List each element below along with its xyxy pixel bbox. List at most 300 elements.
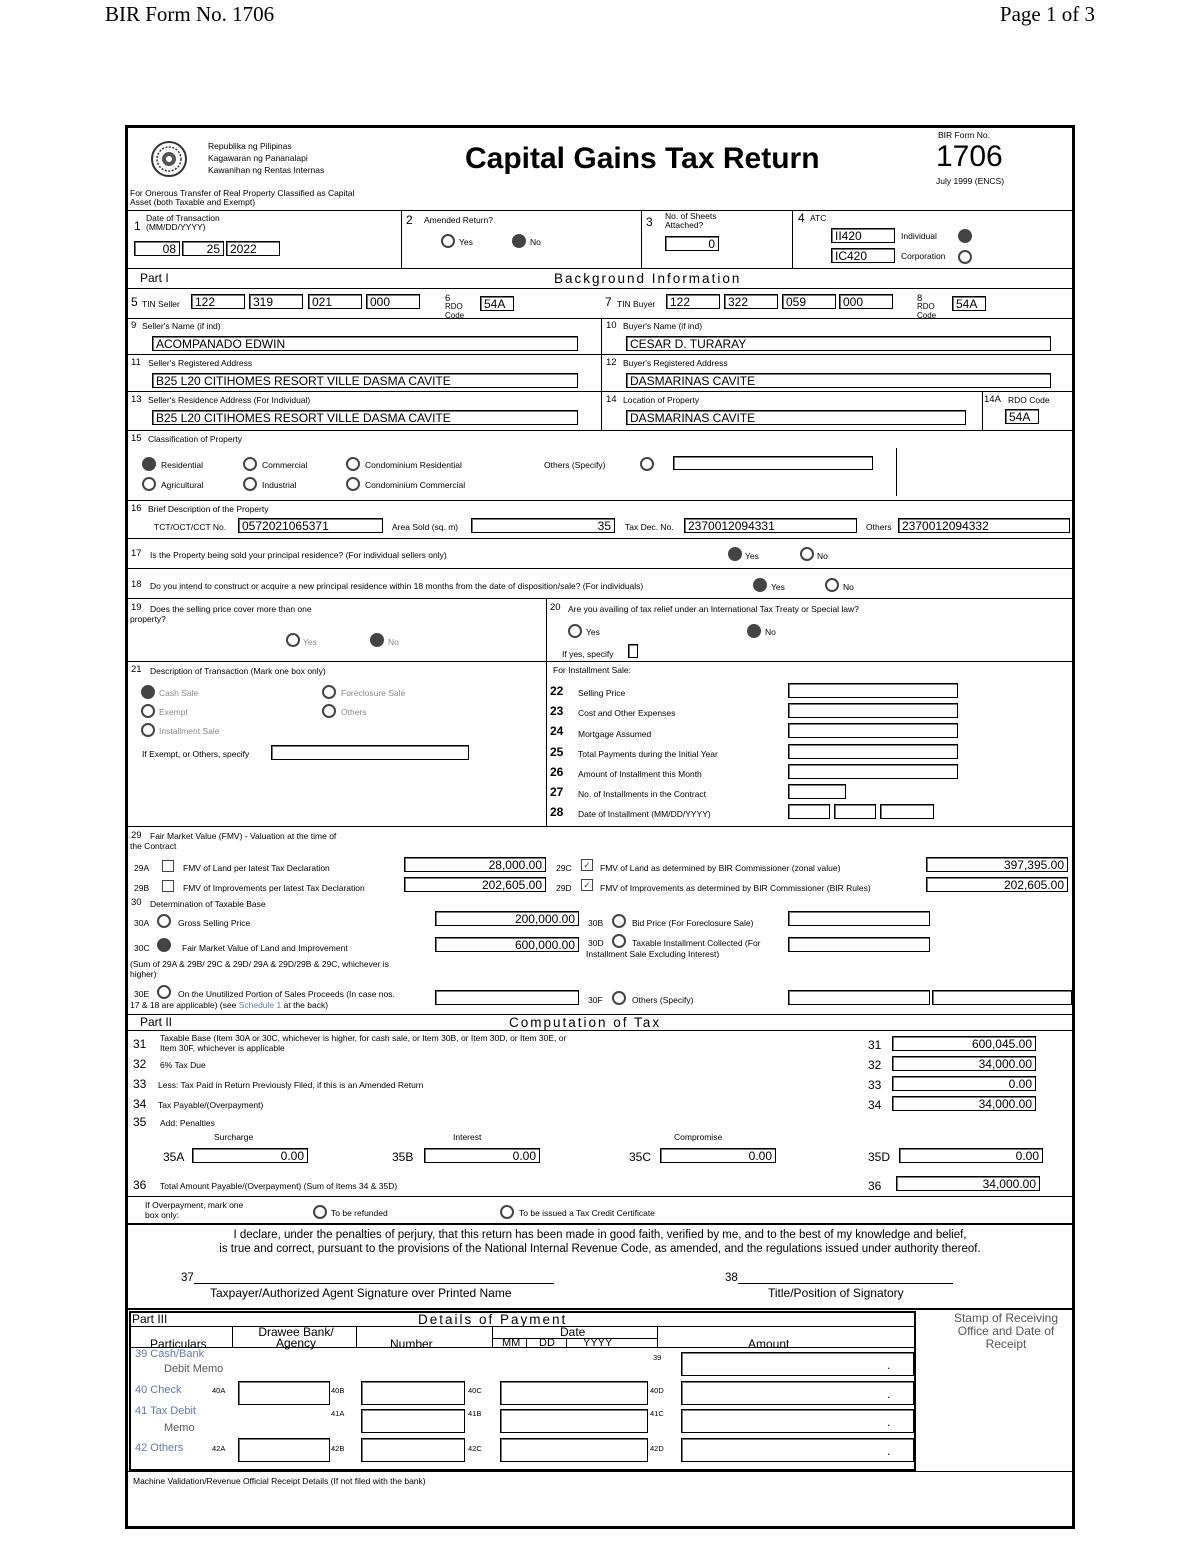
c40d-label: 40D <box>650 1386 664 1395</box>
class-industrial-label: Industrial <box>262 480 297 490</box>
form-subtitle: For Onerous Transfer of Real Property Classified as Capital Asset (both Taxable and Exempt) <box>130 188 355 207</box>
penalties-total-field[interactable]: 0.00 <box>899 1148 1043 1163</box>
atc-individual-radio[interactable] <box>958 229 972 243</box>
treaty-no-radio[interactable] <box>747 624 761 638</box>
row39-label2: Debit Memo <box>164 1363 224 1375</box>
inst24-num: 24 <box>550 724 564 738</box>
item30e-label2b: at the back) <box>283 1000 329 1010</box>
bid-price-field[interactable] <box>788 911 930 926</box>
item29-num: 29 <box>131 830 142 841</box>
refund-radio[interactable] <box>313 1205 327 1219</box>
compromise-field[interactable]: 0.00 <box>660 1148 776 1163</box>
txn-exempt-radio[interactable] <box>141 704 155 718</box>
taxable-installment-radio[interactable] <box>612 934 626 948</box>
buyer-tin-4[interactable]: 000 <box>839 294 893 309</box>
number-41-field[interactable] <box>361 1409 465 1433</box>
item14a-num: 14A <box>984 394 1001 405</box>
treaty-specify-field[interactable] <box>628 644 638 658</box>
item30f-label: Others (Specify) <box>632 995 694 1005</box>
date-dd-field[interactable]: 25 <box>182 241 224 256</box>
item29d-num: 29D <box>556 883 572 893</box>
item10-label: Buyer's Name (if ind) <box>623 321 703 331</box>
c42a-label: 42A <box>212 1444 226 1453</box>
compromise-label: Compromise <box>674 1132 723 1142</box>
item2-label: Amended Return? <box>424 215 493 225</box>
item3-label: No. of Sheets Attached? <box>665 211 717 230</box>
item33-num: 33 <box>133 1077 147 1091</box>
row41-label: 41 Tax Debit <box>135 1405 196 1417</box>
unutilized-radio[interactable] <box>157 985 171 999</box>
bir-seal-icon <box>150 140 188 178</box>
class-residential-label: Residential <box>161 460 204 470</box>
seller-tin-2[interactable]: 319 <box>249 294 303 309</box>
tax-paid-field[interactable]: 0.00 <box>892 1076 1036 1091</box>
c40c-label: 40C <box>468 1386 482 1395</box>
newres-no-label: No <box>843 582 854 592</box>
declaration-line2: is true and correct, pursuant to the provisions of the National Internal Revenue Code, as amended, and the regulations issued under authority thereof. <box>219 1243 981 1255</box>
tcc-radio[interactable] <box>500 1205 514 1219</box>
item11-num: 11 <box>131 357 141 368</box>
item4-num: 4 <box>798 211 805 225</box>
item34-label: Tax Payable/(Overpayment) <box>158 1100 264 1110</box>
newres-yes-label: Yes <box>771 582 785 592</box>
fmv-impr-bir-checkbox[interactable]: ✓ <box>581 879 593 891</box>
item35-num: 35 <box>133 1115 147 1129</box>
item12-label: Buyer's Registered Address <box>623 358 728 368</box>
item9-label: Seller's Name (if ind) <box>142 321 221 331</box>
property-location-field[interactable]: DASMARINAS CAVITE <box>626 410 966 425</box>
date-41-field[interactable] <box>500 1409 648 1433</box>
sig38-num: 38 <box>725 1272 738 1284</box>
surcharge-field[interactable]: 0.00 <box>192 1148 308 1163</box>
gross-selling-radio[interactable] <box>157 914 171 928</box>
inst22-label: Selling Price <box>578 688 626 698</box>
txn-specify-label: If Exempt, or Others, specify <box>142 749 250 759</box>
stamp-label: Stamp of Receiving Office and Date of Receipt <box>953 1311 1059 1351</box>
inst26-label: Amount of Installment this Month <box>578 769 702 779</box>
overpayment-label1: If Overpayment, mark one <box>145 1200 244 1210</box>
amended-no-radio[interactable] <box>512 234 526 248</box>
item12-num: 12 <box>606 357 617 368</box>
inst23-num: 23 <box>550 704 564 718</box>
item7-num: 7 <box>605 295 612 309</box>
item20-label: Are you availing of tax relief under an International Tax Treaty or Special law? <box>568 604 859 614</box>
number-42-field[interactable] <box>361 1438 465 1462</box>
col-mm: MM <box>502 1337 521 1349</box>
txn-others-label: Others <box>341 707 367 717</box>
amount-40-field[interactable] <box>681 1381 914 1405</box>
item29-label2: the Contract <box>130 841 177 851</box>
tax-due-field[interactable]: 34,000.00 <box>892 1056 1036 1071</box>
item30e-label1: On the Unutilized Portion of Sales Proceeds (In case nos. <box>178 989 395 999</box>
refund-label: To be refunded <box>331 1208 388 1218</box>
seller-name-field[interactable]: ACOMPANADO EDWIN <box>152 336 578 351</box>
item33-label: Less: Tax Paid in Return Previously Filed, if this is an Amended Return <box>158 1080 424 1090</box>
inst27-label: No. of Installments in the Contract <box>578 789 707 799</box>
item21-label: Description of Transaction (Mark one box only) <box>150 666 326 676</box>
fmv-land-td-checkbox[interactable] <box>162 860 174 872</box>
class-industrial-radio[interactable] <box>243 477 257 491</box>
item31-num: 31 <box>133 1037 147 1051</box>
atc-individual-label: Individual <box>901 231 937 241</box>
c41a-label: 41A <box>331 1409 345 1418</box>
row39-label: 39 Cash/Bank <box>135 1348 205 1360</box>
item32-num: 32 <box>133 1057 147 1071</box>
txn-foreclosure-label: Foreclosure Sale <box>341 688 406 698</box>
treaty-no-label: No <box>765 627 776 637</box>
amount-40-dot: . <box>887 1387 891 1401</box>
selling-price-field[interactable] <box>788 683 958 698</box>
item8-num: 8 <box>917 293 923 304</box>
item30d-label1: Taxable Installment Collected (For <box>632 938 761 948</box>
item35-label: Add: Penalties <box>160 1118 215 1128</box>
amount-42-field[interactable] <box>681 1438 914 1462</box>
taxdec-label: Tax Dec. No. <box>625 522 674 532</box>
item36-rnum: 36 <box>868 1179 882 1193</box>
item30b-num: 30B <box>588 918 604 928</box>
number-40-field[interactable] <box>361 1381 465 1405</box>
txn-specify-field[interactable] <box>271 745 469 760</box>
installment-month-field[interactable] <box>788 764 958 779</box>
gross-selling-field[interactable]: 200,000.00 <box>435 911 579 926</box>
newres-no-radio[interactable] <box>825 578 839 592</box>
class-residential-radio[interactable] <box>142 457 156 471</box>
declaration <box>128 1228 1072 1256</box>
form-title: Capital Gains Tax Return <box>465 142 820 175</box>
item20-num: 20 <box>550 602 561 613</box>
multi-no-radio[interactable] <box>370 633 384 647</box>
part1-title: Background Information <box>554 271 742 286</box>
item30-label: Determination of Taxable Base <box>150 899 266 909</box>
fmv-impr-td-field[interactable]: 202,605.00 <box>404 877 546 892</box>
col-bank: Drawee Bank/ Agency <box>258 1325 334 1350</box>
item15-label: Classification of Property <box>148 434 243 444</box>
item18-label: Do you intend to construct or acquire a new principal residence within 18 months from the date of disposition/sale? (For individuals) <box>150 581 644 591</box>
inst27-num: 27 <box>550 785 564 799</box>
area-field[interactable]: 35 <box>471 518 615 533</box>
mortgage-field[interactable] <box>788 723 958 738</box>
overpayment-label2: box only: <box>145 1210 180 1220</box>
inst28-num: 28 <box>550 805 564 819</box>
principal-no-radio[interactable] <box>800 547 814 561</box>
item29c-num: 29C <box>556 863 572 873</box>
item30f-num: 30F <box>588 995 603 1005</box>
c42d-label: 42D <box>650 1444 664 1453</box>
sig37-num: 37 <box>181 1272 194 1284</box>
others-base-field[interactable] <box>932 990 1072 1005</box>
principal-yes-label: Yes <box>745 551 759 561</box>
c41b-label: 41B <box>468 1409 482 1418</box>
amount-41-field[interactable] <box>681 1409 914 1433</box>
item5-num: 5 <box>131 295 138 309</box>
inst26-num: 26 <box>550 765 564 779</box>
seller-tin-4[interactable]: 000 <box>366 294 420 309</box>
area-label: Area Sold (sq. m) <box>392 522 459 532</box>
col-amount: Amount <box>748 1337 790 1351</box>
item30a-num: 30A <box>134 918 150 928</box>
col-number: Number <box>390 1337 433 1351</box>
seller-tin-1[interactable]: 122 <box>191 294 245 309</box>
txn-cash-label: Cash Sale <box>159 688 199 698</box>
declaration-line1: I declare, under the penalties of perjury, that this return has been made in good faith, verified by me, and to the best of my knowledge and belief, <box>233 1229 967 1241</box>
multi-no-label: No <box>388 637 399 647</box>
newres-yes-radio[interactable] <box>753 578 767 592</box>
item1-num: 1 <box>134 219 141 233</box>
date-42-field[interactable] <box>500 1438 648 1462</box>
item15-num: 15 <box>131 433 142 444</box>
property-rdo-field[interactable]: 54A <box>1005 409 1039 424</box>
agency-line1: Republika ng Pilipinas <box>208 141 292 151</box>
class-others-label: Others (Specify) <box>544 460 606 470</box>
amount-39-dot: . <box>887 1358 891 1372</box>
item29b-num: 29B <box>134 883 150 893</box>
inst22-num: 22 <box>550 684 564 698</box>
txn-installment-radio[interactable] <box>141 723 155 737</box>
amount-42-dot: . <box>887 1444 891 1458</box>
item36-num: 36 <box>133 1178 147 1192</box>
class-condo-res-radio[interactable] <box>346 457 360 471</box>
txn-installment-label: Installment Sale <box>159 726 220 736</box>
sig37-label: Taxpayer/Authorized Agent Signature over Printed Name <box>210 1286 512 1300</box>
agency-line3: Kawanihan ng Rentas Internas <box>208 165 325 175</box>
part2-title: Computation of Tax <box>509 1015 662 1030</box>
class-others-radio[interactable] <box>640 457 654 471</box>
c42c-label: 42C <box>468 1444 482 1453</box>
bid-price-radio[interactable] <box>612 914 626 928</box>
item36-label: Total Amount Payable/(Overpayment) (Sum of Items 34 & 35D) <box>160 1181 398 1191</box>
atc-corporation-radio[interactable] <box>958 250 972 264</box>
unutilized-field[interactable] <box>435 990 579 1005</box>
item13-num: 13 <box>131 394 142 405</box>
item9-num: 9 <box>131 320 137 331</box>
item30e-label2 <box>130 1001 328 1010</box>
inst25-label: Total Payments during the Initial Year <box>578 749 718 759</box>
others-desc-label: Others <box>866 522 892 532</box>
cost-expenses-field[interactable] <box>788 703 958 718</box>
schedule1-link[interactable]: Schedule 1 <box>238 1000 282 1010</box>
taxable-installment-field[interactable] <box>788 937 930 952</box>
amount-41-dot: . <box>887 1415 891 1429</box>
item21-num: 21 <box>131 664 142 675</box>
item30e-num: 30E <box>134 989 150 999</box>
atc-individual-field[interactable]: II420 <box>831 228 895 243</box>
item16-num: 16 <box>131 503 142 514</box>
c42b-label: 42B <box>331 1444 345 1453</box>
inst24-label: Mortgage Assumed <box>578 729 652 739</box>
treaty-yes-radio[interactable] <box>568 624 582 638</box>
item8-label: RDO Code <box>917 302 937 320</box>
bank-42-field[interactable] <box>238 1438 330 1462</box>
inst23-label: Cost and Other Expenses <box>578 708 676 718</box>
tct-label: TCT/OCT/CCT No. <box>154 522 227 532</box>
part2-label: Part II <box>140 1015 173 1029</box>
item17-num: 17 <box>131 548 142 559</box>
fmv-impr-td-checkbox[interactable] <box>162 880 174 892</box>
fmv-impr-bir-field[interactable]: 202,605.00 <box>926 877 1068 892</box>
col-dd: DD <box>539 1337 555 1349</box>
row42-label: 42 Others <box>135 1442 184 1454</box>
others-base-radio[interactable] <box>612 991 626 1005</box>
buyer-tin-3[interactable]: 059 <box>782 294 836 309</box>
txn-cash-radio[interactable] <box>141 685 155 699</box>
item4-label: ATC <box>810 213 827 223</box>
item14-label: Location of Property <box>623 395 700 405</box>
item35d-num: 35D <box>868 1150 891 1164</box>
machine-validation-label: Machine Validation/Revenue Official Receipt Details (If not filed with the bank) <box>133 1476 426 1486</box>
item2-num: 2 <box>406 213 413 227</box>
date-mm-field[interactable]: 08 <box>134 241 180 256</box>
form-number-label: BIR Form No. <box>938 130 990 140</box>
item29-label1: Fair Market Value (FMV) - Valuation at the time of <box>150 831 337 841</box>
item30-num: 30 <box>131 897 142 908</box>
installment-header: For Installment Sale: <box>553 665 631 675</box>
buyer-tin-2[interactable]: 322 <box>724 294 778 309</box>
total-payments-field[interactable] <box>788 744 958 759</box>
row41-label2: Memo <box>164 1422 195 1434</box>
taxable-base-field[interactable]: 600,045.00 <box>892 1036 1036 1051</box>
class-condo-com-radio[interactable] <box>346 477 360 491</box>
item33-rnum: 33 <box>868 1078 882 1092</box>
txn-foreclosure-radio[interactable] <box>322 685 336 699</box>
item18-num: 18 <box>131 579 142 590</box>
item14a-label: RDO Code <box>1008 395 1050 405</box>
item35a-num: 35A <box>163 1150 185 1164</box>
item11-label: Seller's Registered Address <box>148 358 253 368</box>
form-version: July 1999 (ENCS) <box>936 176 1005 186</box>
principal-no-label: No <box>817 551 828 561</box>
item31-label1: Taxable Base (Item 30A or 30C, whichever is higher, for cash sale, or Item 30B, or Item 30D, or Item 30E, or <box>160 1033 567 1043</box>
inst-date-mm[interactable] <box>788 804 830 819</box>
sheets-attached-field[interactable]: 0 <box>665 236 719 251</box>
item32-label: 6% Tax Due <box>160 1060 206 1070</box>
treaty-specify-label: If yes, specify <box>562 649 614 659</box>
c39-label: 39 <box>653 1353 662 1362</box>
item29c-label: FMV of Land as determined by BIR Commissioner (zonal value) <box>600 863 841 873</box>
item30c-note2: higher) <box>130 969 157 979</box>
item35b-num: 35B <box>392 1150 414 1164</box>
class-agricultural-radio[interactable] <box>142 477 156 491</box>
class-agricultural-label: Agricultural <box>161 480 204 490</box>
buyer-rdo-field[interactable]: 54A <box>952 296 986 311</box>
item5-label: TIN Seller <box>142 299 180 309</box>
others-base-specify[interactable] <box>788 990 930 1005</box>
treaty-yes-label: Yes <box>586 627 600 637</box>
part1-label: Part I <box>140 271 169 285</box>
installments-count-field[interactable] <box>788 784 846 799</box>
interest-label: Interest <box>453 1132 482 1142</box>
amended-yes-label: Yes <box>459 237 473 247</box>
form-1706 <box>125 125 1075 1529</box>
date-yyyy-field[interactable]: 2022 <box>226 241 280 256</box>
item6-label: RDO Code <box>445 302 465 320</box>
col-particulars: Particulars <box>150 1337 207 1351</box>
seller-residence-field[interactable]: B25 L20 CITIHOMES RESORT VILLE DASMA CAVITE <box>152 410 578 425</box>
item29b-label: FMV of Improvements per latest Tax Declaration <box>183 883 365 893</box>
item7-label: TIN Buyer <box>617 299 656 309</box>
sig38-label: Title/Position of Signatory <box>768 1286 904 1300</box>
others-desc-field[interactable]: 2370012094332 <box>898 518 1070 533</box>
item34-num: 34 <box>133 1097 147 1111</box>
amended-yes-radio[interactable] <box>441 234 455 248</box>
txn-others-radio[interactable] <box>322 704 336 718</box>
item31-label2: Item 30F, whichever is applicable <box>160 1043 285 1053</box>
fmv-land-bir-checkbox[interactable]: ✓ <box>581 859 593 871</box>
col-yyyy: YYYY <box>583 1337 613 1349</box>
item30c-num: 30C <box>134 943 150 953</box>
item19-label1: Does the selling price cover more than one <box>150 604 312 614</box>
item29d-label: FMV of Improvements as determined by BIR Commissioner (BIR Rules) <box>600 883 871 893</box>
c40a-label: 40A <box>212 1386 226 1395</box>
total-payable-field[interactable]: 34,000.00 <box>896 1176 1040 1191</box>
multi-yes-label: Yes <box>303 637 317 647</box>
c41c-label: 41C <box>650 1409 664 1418</box>
page-header-form: BIR Form No. 1706 <box>105 2 275 26</box>
atc-corporation-field[interactable]: IC420 <box>831 248 895 263</box>
item16-label: Brief Description of the Property <box>148 504 269 514</box>
col-date: Date <box>560 1325 586 1339</box>
date-40-field[interactable] <box>500 1381 648 1405</box>
item19-label2: property? <box>130 614 166 624</box>
buyer-name-field[interactable]: CESAR D. TURARAY <box>626 336 1051 351</box>
fmv-land-td-field[interactable]: 28,000.00 <box>404 857 546 872</box>
page-header-page: Page 1 of 3 <box>999 2 1095 26</box>
fmv-total-radio[interactable] <box>157 938 171 952</box>
part3-title: Details of Payment <box>418 1312 568 1327</box>
tax-payable-field[interactable]: 34,000.00 <box>892 1096 1036 1111</box>
class-commercial-radio[interactable] <box>243 457 257 471</box>
item29a-label: FMV of Land per latest Tax Declaration <box>183 863 330 873</box>
class-condo-res-label: Condominium Residential <box>365 460 462 470</box>
item14-num: 14 <box>606 394 617 405</box>
form-number: 1706 <box>936 140 1003 173</box>
class-others-field[interactable] <box>673 456 873 470</box>
c40b-label: 40B <box>331 1386 345 1395</box>
buyer-address-field[interactable]: DASMARINAS CAVITE <box>626 373 1051 388</box>
bank-40-field[interactable] <box>238 1381 330 1405</box>
item6-num: 6 <box>445 293 451 304</box>
inst25-num: 25 <box>550 745 564 759</box>
taxdec-field[interactable]: 2370012094331 <box>684 518 857 533</box>
multi-yes-radio[interactable] <box>286 633 300 647</box>
seller-rdo-field[interactable]: 54A <box>480 296 514 311</box>
txn-exempt-label: Exempt <box>159 707 188 717</box>
inst-date-yyyy[interactable] <box>880 804 934 819</box>
interest-field[interactable]: 0.00 <box>424 1148 540 1163</box>
inst28-label: Date of Installment (MM/DD/YYYY) <box>578 809 711 819</box>
seller-address-field[interactable]: B25 L20 CITIHOMES RESORT VILLE DASMA CAVITE <box>152 373 578 388</box>
item29a-num: 29A <box>134 863 150 873</box>
inst-date-dd[interactable] <box>834 804 876 819</box>
amount-39-field[interactable] <box>681 1352 914 1376</box>
item30c-note1: (Sum of 29A & 29B/ 29C & 29D/ 29A & 29D/29B & 29C, whichever is <box>130 959 389 969</box>
principal-yes-radio[interactable] <box>728 547 742 561</box>
fmv-land-bir-field[interactable]: 397,395.00 <box>926 857 1068 872</box>
row40-label: 40 Check <box>135 1384 182 1396</box>
item19-num: 19 <box>131 602 142 613</box>
class-condo-com-label: Condominium Commercial <box>365 480 466 490</box>
item30d-label2: Installment Sale Excluding Interest) <box>586 949 720 959</box>
tct-field[interactable]: 0572021065371 <box>238 518 383 533</box>
item34-rnum: 34 <box>868 1098 882 1112</box>
buyer-tin-1[interactable]: 122 <box>666 294 720 309</box>
item3-num: 3 <box>646 215 653 229</box>
amended-no-label: No <box>530 237 541 247</box>
item32-rnum: 32 <box>868 1058 882 1072</box>
item13-label: Seller's Residence Address (For Individual) <box>148 395 311 405</box>
fmv-total-field[interactable]: 600,000.00 <box>435 937 579 952</box>
agency-line2: Kagawaran ng Pananalapi <box>208 153 308 163</box>
seller-tin-3[interactable]: 021 <box>308 294 362 309</box>
